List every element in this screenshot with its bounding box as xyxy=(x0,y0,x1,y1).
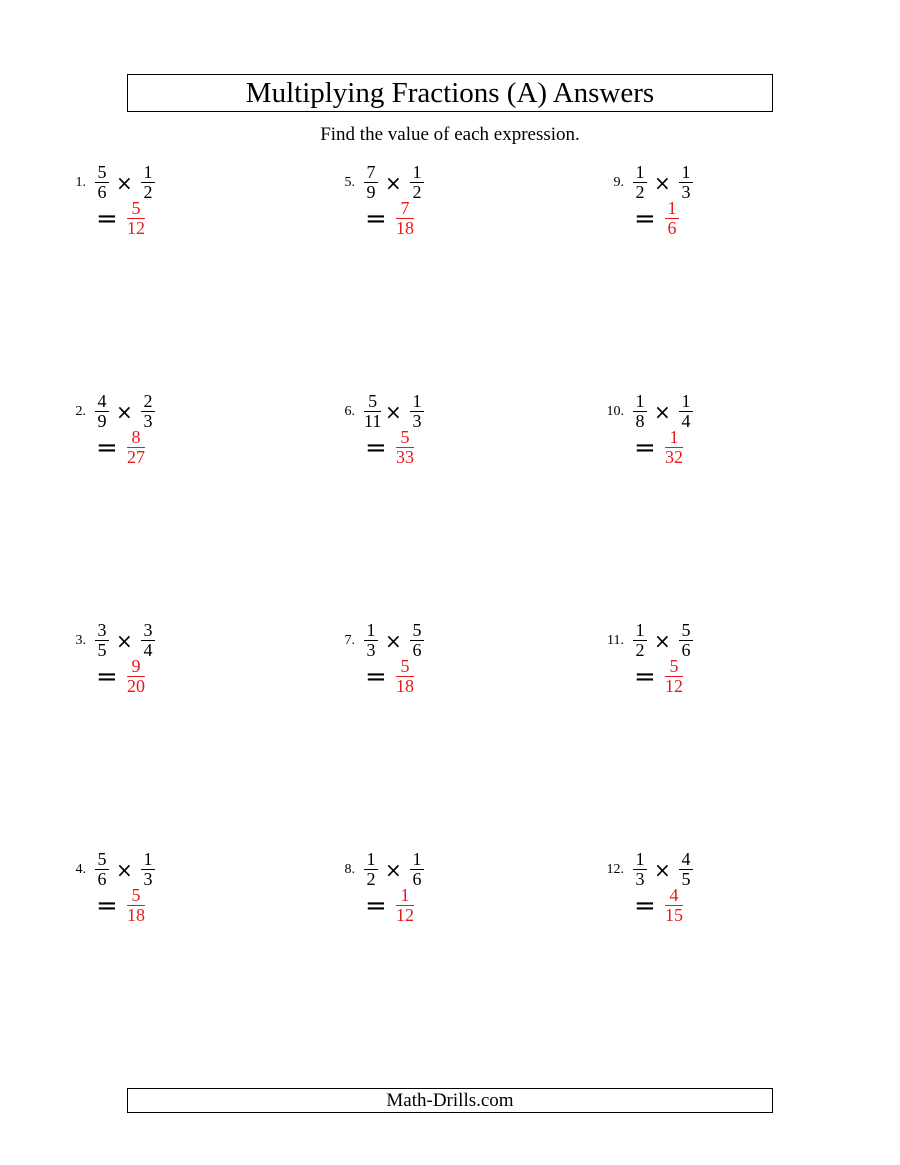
answer-fraction xyxy=(664,657,684,696)
fraction-a-numerator: 3 xyxy=(97,620,107,640)
answer-numerator: 5 xyxy=(131,885,141,905)
problem-number: 4. xyxy=(75,862,86,877)
answer-denominator: 6 xyxy=(667,218,677,238)
problem xyxy=(331,621,571,711)
equals-sign: = xyxy=(96,891,118,921)
answer-numerator: 1 xyxy=(400,885,410,905)
multiply-sign: × xyxy=(654,858,671,882)
fraction-b xyxy=(140,392,156,431)
fraction-b xyxy=(140,163,156,202)
fraction-b xyxy=(678,850,694,889)
fraction-b-numerator: 1 xyxy=(412,849,422,869)
fraction-b xyxy=(409,621,425,660)
answer-fraction xyxy=(395,199,415,238)
multiply-sign: × xyxy=(654,171,671,195)
fraction-a-denominator: 2 xyxy=(635,640,645,660)
fraction-a-denominator: 6 xyxy=(97,182,107,202)
fraction-a-numerator: 4 xyxy=(97,391,107,411)
multiply-sign: × xyxy=(654,629,671,653)
answer-denominator: 18 xyxy=(396,676,414,696)
fraction-b-denominator: 3 xyxy=(412,411,422,431)
equals-sign: = xyxy=(96,662,118,692)
fraction-a-denominator: 8 xyxy=(635,411,645,431)
problem-number: 2. xyxy=(75,404,86,419)
problem xyxy=(600,163,840,253)
answer-numerator: 4 xyxy=(669,885,679,905)
fraction-a xyxy=(94,850,110,889)
fraction-b-numerator: 2 xyxy=(143,391,153,411)
answer-numerator: 5 xyxy=(400,656,410,676)
fraction-a xyxy=(94,392,110,431)
problem xyxy=(62,163,302,253)
fraction-b-denominator: 3 xyxy=(143,869,153,889)
fraction-a xyxy=(363,850,379,889)
answer-fraction xyxy=(395,657,415,696)
equals-sign: = xyxy=(365,662,387,692)
answer-fraction xyxy=(126,657,146,696)
problem-number: 12. xyxy=(606,862,624,877)
problem xyxy=(62,850,302,940)
answer-denominator: 33 xyxy=(396,447,414,467)
fraction-a-numerator: 1 xyxy=(366,849,376,869)
problem xyxy=(62,392,302,482)
equals-sign: = xyxy=(365,433,387,463)
equals-sign: = xyxy=(634,891,656,921)
answer-fraction xyxy=(664,199,680,238)
fraction-a xyxy=(632,621,648,660)
fraction-a-numerator: 7 xyxy=(366,162,376,182)
answer-denominator: 12 xyxy=(665,676,683,696)
answer-fraction xyxy=(664,428,684,467)
fraction-a xyxy=(363,163,379,202)
equals-sign: = xyxy=(365,891,387,921)
problem xyxy=(331,163,571,253)
fraction-b-denominator: 5 xyxy=(681,869,691,889)
fraction-b-numerator: 5 xyxy=(412,620,422,640)
problem xyxy=(600,621,840,711)
multiply-sign: × xyxy=(385,858,402,882)
equals-sign: = xyxy=(96,433,118,463)
fraction-a xyxy=(94,621,110,660)
answer-denominator: 32 xyxy=(665,447,683,467)
fraction-a-numerator: 1 xyxy=(635,391,645,411)
fraction-b xyxy=(409,850,425,889)
answer-fraction xyxy=(664,886,684,925)
problem-number: 7. xyxy=(344,633,355,648)
fraction-b-numerator: 1 xyxy=(412,162,422,182)
fraction-a-denominator: 9 xyxy=(366,182,376,202)
problem-number: 6. xyxy=(344,404,355,419)
fraction-b-denominator: 3 xyxy=(681,182,691,202)
answer-denominator: 12 xyxy=(396,905,414,925)
worksheet-title: Multiplying Fractions (A) Answers xyxy=(127,74,773,112)
answer-denominator: 27 xyxy=(127,447,145,467)
fraction-a xyxy=(632,392,648,431)
footer: Math-Drills.com xyxy=(127,1088,773,1113)
fraction-b xyxy=(678,163,694,202)
fraction-b-numerator: 3 xyxy=(143,620,153,640)
fraction-b-denominator: 6 xyxy=(412,869,422,889)
fraction-b-numerator: 1 xyxy=(681,391,691,411)
problem xyxy=(331,850,571,940)
fraction-a-numerator: 5 xyxy=(97,849,107,869)
equals-sign: = xyxy=(634,433,656,463)
problem-number: 3. xyxy=(75,633,86,648)
answer-fraction xyxy=(126,199,146,238)
fraction-b-denominator: 4 xyxy=(143,640,153,660)
fraction-a-denominator: 6 xyxy=(97,869,107,889)
fraction-a-numerator: 1 xyxy=(635,620,645,640)
fraction-a-denominator: 5 xyxy=(97,640,107,660)
fraction-a-denominator: 2 xyxy=(366,869,376,889)
problem-number: 10. xyxy=(606,404,624,419)
fraction-a-denominator: 2 xyxy=(635,182,645,202)
answer-numerator: 5 xyxy=(131,198,141,218)
answer-fraction xyxy=(126,886,146,925)
answer-numerator: 9 xyxy=(131,656,141,676)
fraction-a-numerator: 5 xyxy=(368,391,378,411)
fraction-a xyxy=(94,163,110,202)
problem-number: 9. xyxy=(613,175,624,190)
multiply-sign: × xyxy=(116,400,133,424)
answer-denominator: 18 xyxy=(396,218,414,238)
fraction-b xyxy=(140,621,156,660)
fraction-b-numerator: 5 xyxy=(681,620,691,640)
fraction-a-numerator: 1 xyxy=(366,620,376,640)
problem xyxy=(331,392,571,482)
answer-fraction xyxy=(126,428,146,467)
equals-sign: = xyxy=(634,662,656,692)
problem xyxy=(600,392,840,482)
multiply-sign: × xyxy=(385,171,402,195)
fraction-a xyxy=(363,621,379,660)
answer-numerator: 1 xyxy=(669,427,679,447)
fraction-b-denominator: 4 xyxy=(681,411,691,431)
equals-sign: = xyxy=(634,204,656,234)
answer-numerator: 1 xyxy=(667,198,677,218)
equals-sign: = xyxy=(96,204,118,234)
answer-numerator: 7 xyxy=(400,198,410,218)
problem-number: 8. xyxy=(344,862,355,877)
fraction-b-numerator: 1 xyxy=(412,391,422,411)
fraction-b xyxy=(678,392,694,431)
instructions: Find the value of each expression. xyxy=(320,124,580,145)
multiply-sign: × xyxy=(116,171,133,195)
answer-fraction xyxy=(395,428,415,467)
fraction-a-numerator: 1 xyxy=(635,849,645,869)
answer-numerator: 8 xyxy=(131,427,141,447)
fraction-a-numerator: 5 xyxy=(97,162,107,182)
answer-denominator: 12 xyxy=(127,218,145,238)
multiply-sign: × xyxy=(116,858,133,882)
problem-number: 1. xyxy=(75,175,86,190)
fraction-a-denominator: 3 xyxy=(635,869,645,889)
fraction-b-denominator: 2 xyxy=(412,182,422,202)
problem xyxy=(600,850,840,940)
fraction-b xyxy=(140,850,156,889)
equals-sign: = xyxy=(365,204,387,234)
fraction-a-denominator: 3 xyxy=(366,640,376,660)
fraction-a-denominator: 9 xyxy=(97,411,107,431)
fraction-b xyxy=(678,621,694,660)
fraction-b-numerator: 1 xyxy=(143,162,153,182)
answer-denominator: 20 xyxy=(127,676,145,696)
answer-numerator: 5 xyxy=(669,656,679,676)
problem xyxy=(62,621,302,711)
fraction-b-numerator: 1 xyxy=(681,162,691,182)
fraction-a xyxy=(363,392,382,431)
answer-denominator: 18 xyxy=(127,905,145,925)
fraction-b-numerator: 1 xyxy=(143,849,153,869)
fraction-a-numerator: 1 xyxy=(635,162,645,182)
multiply-sign: × xyxy=(116,629,133,653)
multiply-sign: × xyxy=(654,400,671,424)
fraction-a xyxy=(632,850,648,889)
fraction-b-denominator: 2 xyxy=(143,182,153,202)
problem-number: 11. xyxy=(607,633,624,648)
fraction-b-numerator: 4 xyxy=(681,849,691,869)
answer-fraction xyxy=(395,886,415,925)
multiply-sign: × xyxy=(385,629,402,653)
fraction-a xyxy=(632,163,648,202)
fraction-b xyxy=(409,392,425,431)
multiply-sign: × xyxy=(385,400,402,424)
answer-denominator: 15 xyxy=(665,905,683,925)
fraction-b-denominator: 6 xyxy=(681,640,691,660)
fraction-a-denominator: 11 xyxy=(364,411,382,431)
fraction-b xyxy=(409,163,425,202)
answer-numerator: 5 xyxy=(400,427,410,447)
fraction-b-denominator: 3 xyxy=(143,411,153,431)
problem-number: 5. xyxy=(344,175,355,190)
fraction-b-denominator: 6 xyxy=(412,640,422,660)
